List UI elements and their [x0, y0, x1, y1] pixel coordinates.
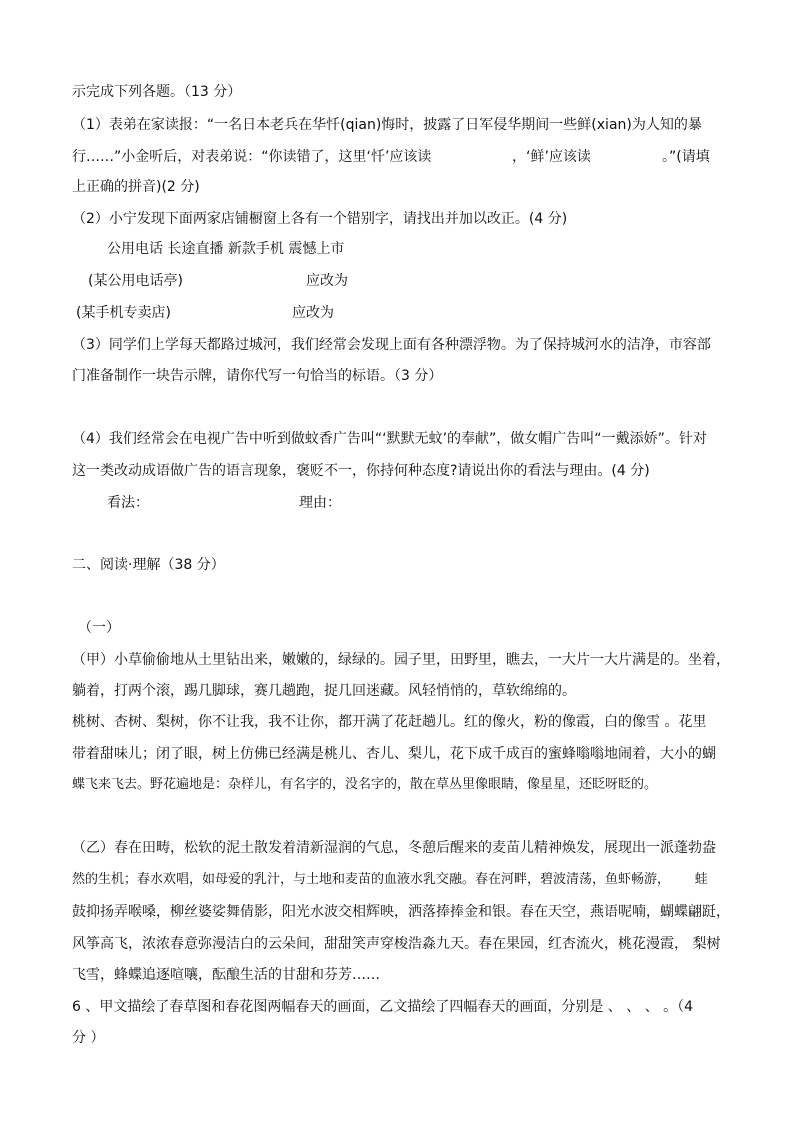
passage-yi-line4: 风筝高飞，浓浓春意弥漫洁白的云朵间，甜甜笑声穿梭浩淼九天。春在果园，红杏流火，桃花漫霞， 梨树 — [72, 936, 721, 952]
section2-heading: 二、阅读·理解（38 分） — [72, 557, 225, 573]
q2-sign-text: 公用电话 长途直播 新款手机 震憾上市 — [107, 241, 345, 257]
passage-jia-line4: 带着甜味儿；闭了眼，树上仿佛已经满是桃儿、杏儿、梨儿，花下成千成百的蜜蜂嗡嗡地闹着，大小的蝴 — [72, 746, 716, 762]
q3-line2: 门准备制作一块告示牌，请你代写一句恰当的标语。（3 分） — [72, 368, 443, 384]
q1-line2b: ，‘鲜’应该读 — [512, 149, 591, 165]
q2-shop1: (某公用电话亭) — [88, 273, 183, 289]
q1-line1: （1）表弟在家读报：“一名日本老兵在华忏(qian)悔时，披露了日军侵华期间一些鲜(xian)为人知的暴 — [72, 117, 702, 133]
q2-shop2: (某手机专卖店) — [76, 305, 171, 321]
passage-jia-line2: 躺着，打两个滚，踢几脚球，赛几趟跑，捉几回迷藏。风轻悄悄的，草软绵绵的。 — [72, 683, 576, 699]
q2-fix2: 应改为 — [292, 305, 334, 321]
q4-reason-label: 理由： — [299, 495, 341, 511]
q4-view-label: 看法： — [107, 495, 149, 511]
passage-yi-line1: （乙）春在田畴，松软的泥土散发着清新湿润的气息，冬憩后醒来的麦苗儿精神焕发，展现出一派蓬勃盎 — [72, 840, 716, 856]
part1-label: （一） — [78, 620, 120, 636]
passage-yi-line2: 然的生机；春水欢唱，如母爱的乳汁，与土地和麦苗的血液水乳交融。春在河畔，碧波清荡，鱼虾畅游， 蛙 — [72, 872, 708, 887]
intro-line: 示完成下列各题。（13 分） — [72, 84, 242, 100]
passage-yi-line3: 鼓抑扬弄喉嗓，柳丝婆娑舞倩影，阳光水波交相辉映，洒落捧捧金和银。春在天空，燕语呢喃，蝴蝶翩跹， — [72, 904, 730, 920]
q3-line1: （3）同学们上学每天都路过城河，我们经常会发现上面有各种漂浮物。为了保持城河水的洁净，市容部 — [72, 337, 711, 353]
q2-prompt: （2）小宁发现下面两家店铺橱窗上各有一个错别字，请找出并加以改正。(4 分) — [72, 211, 568, 227]
passage-jia-line3: 桃树、杏树、梨树，你不让我，我不让你，都开满了花赶趟儿。红的像火，粉的像霞，白的像雪 。花里 — [72, 714, 707, 730]
q6-line2: 分 ） — [72, 1030, 105, 1046]
q4-line1: （4）我们经常会在电视广告中听到做蚊香广告叫“‘默默无蚊’的奉献”，做女帽广告叫“一戴添娇”。针对 — [72, 431, 707, 447]
passage-jia-line5: 蝶飞来飞去。野花遍地是：杂样儿，有名字的，没名字的，散在草丛里像眼睛，像星星，还眨呀眨的。 — [72, 777, 658, 792]
q1-line2a: 行……”小金听后，对表弟说：“你读错了，这里‘忏’应该读 — [72, 149, 432, 165]
passage-yi-line5: 飞雪，蜂蝶追逐喧嚷，酝酿生活的甘甜和芬芳…… — [72, 967, 380, 983]
q4-line2: 这一类改动成语做广告的语言现象，褒贬不一，你持何种态度?请说出你的看法与理由。(4 分) — [72, 463, 650, 479]
q2-fix1: 应改为 — [306, 273, 348, 289]
q1-line3: 上正确的拼音)(2 分) — [72, 179, 200, 195]
q6-line1: 6 、甲文描绘了春草图和春花图两幅春天的画面，乙文描绘了四幅春天的画面，分别是 、 、 、 。（4 — [72, 999, 694, 1015]
passage-jia-line1: （甲）小草偷偷地从土里钻出来，嫩嫩的，绿绿的。园子里，田野里，瞧去，一大片一大片满是的。坐着， — [72, 652, 730, 668]
q1-line2c: 。”(请填 — [662, 149, 710, 165]
